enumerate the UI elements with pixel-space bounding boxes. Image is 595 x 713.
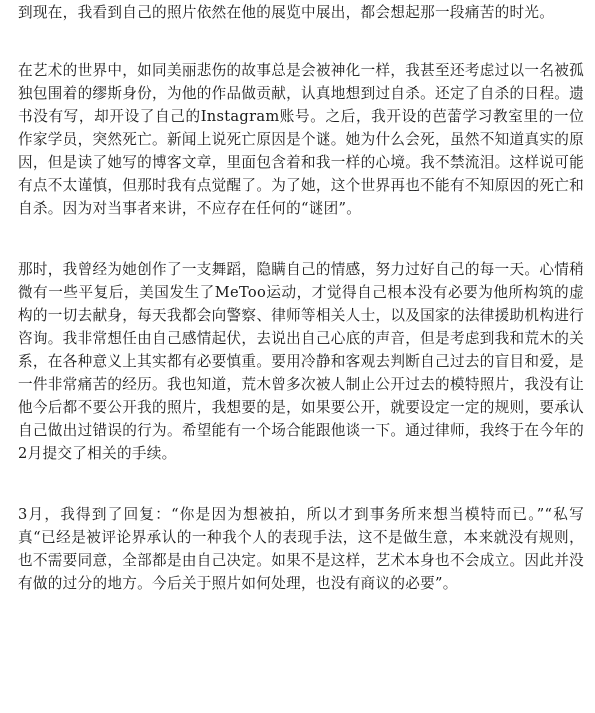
article-body bbox=[18, 0, 584, 595]
paragraph-1: 到现在，我看到自己的照片依然在他的展览中展出，都会想起那一段痛苦的时光。 bbox=[18, 4, 555, 21]
paragraph-3: 那时，我曾经为她创作了一支舞蹈，隐瞒自己的情感，努力过好自己的每一天。心情稍微有一些平复后，美国发生了MeToo运动，才觉得自己根本没有必要为他所构筑的虚构的一切去献身，每天我都会向警察、律师等相关人士，以及国家的法律援助机构进行咨询。我非常想任由自己感情起伏，去说出自己心底的声音，但是考虑到我和荒木的关系，在各种意义上其实都有必要慎重。要用冷静和客观去判断自己过去的盲目和爱，是一件非常痛苦的经历。我也知道，荒木曾多次被人制止公开过去的模特照片，我没有让他今后都不要公开我的照片，我想要的是，如果要公开，就要设定一定的规则，要承认自己做出过错误的行为。希望能有一个场合能跟他谈一下。通过律师，我终于在今年的2月提交了相关的手续。 bbox=[18, 261, 584, 462]
paragraph-2: 在艺术的世界中，如同美丽悲伤的故事总是会被神化一样，我甚至还考虑过以一名被孤独包围着的缪斯身份，为他的作品做贡献，认真地想到过自杀。还定了自杀的日程。遗书没有写，却开设了自己的Instagram账号。之后，我开设的芭蕾学习教室里的一位作家学员，突然死亡。新闻上说死亡原因是个谜。她为什么会死，虽然不知道真实的原因，但是读了她写的博客文章，里面包含着和我一样的心境。我不禁流泪。这样说可能有点不太谨慎，但那时我有点觉醒了。为了她，这个世界再也不能有不知原因的死亡和自杀。因为对当事者来讲，不应存在任何的“谜团”。 bbox=[18, 62, 584, 217]
paragraph-4: 3月，我得到了回复：“你是因为想被拍，所以才到事务所来想当模特而已。”“私写真“已经是被评论界承认的一种我个人的表现手法，这不是做生意，本来就没有规则，也不需要同意，全部都是由自己决定。如果不是这样，艺术本身也不会成立。因此并没有做的过分的地方。今后关于照片如何处理，也没有商议的必要”。 bbox=[18, 506, 584, 592]
